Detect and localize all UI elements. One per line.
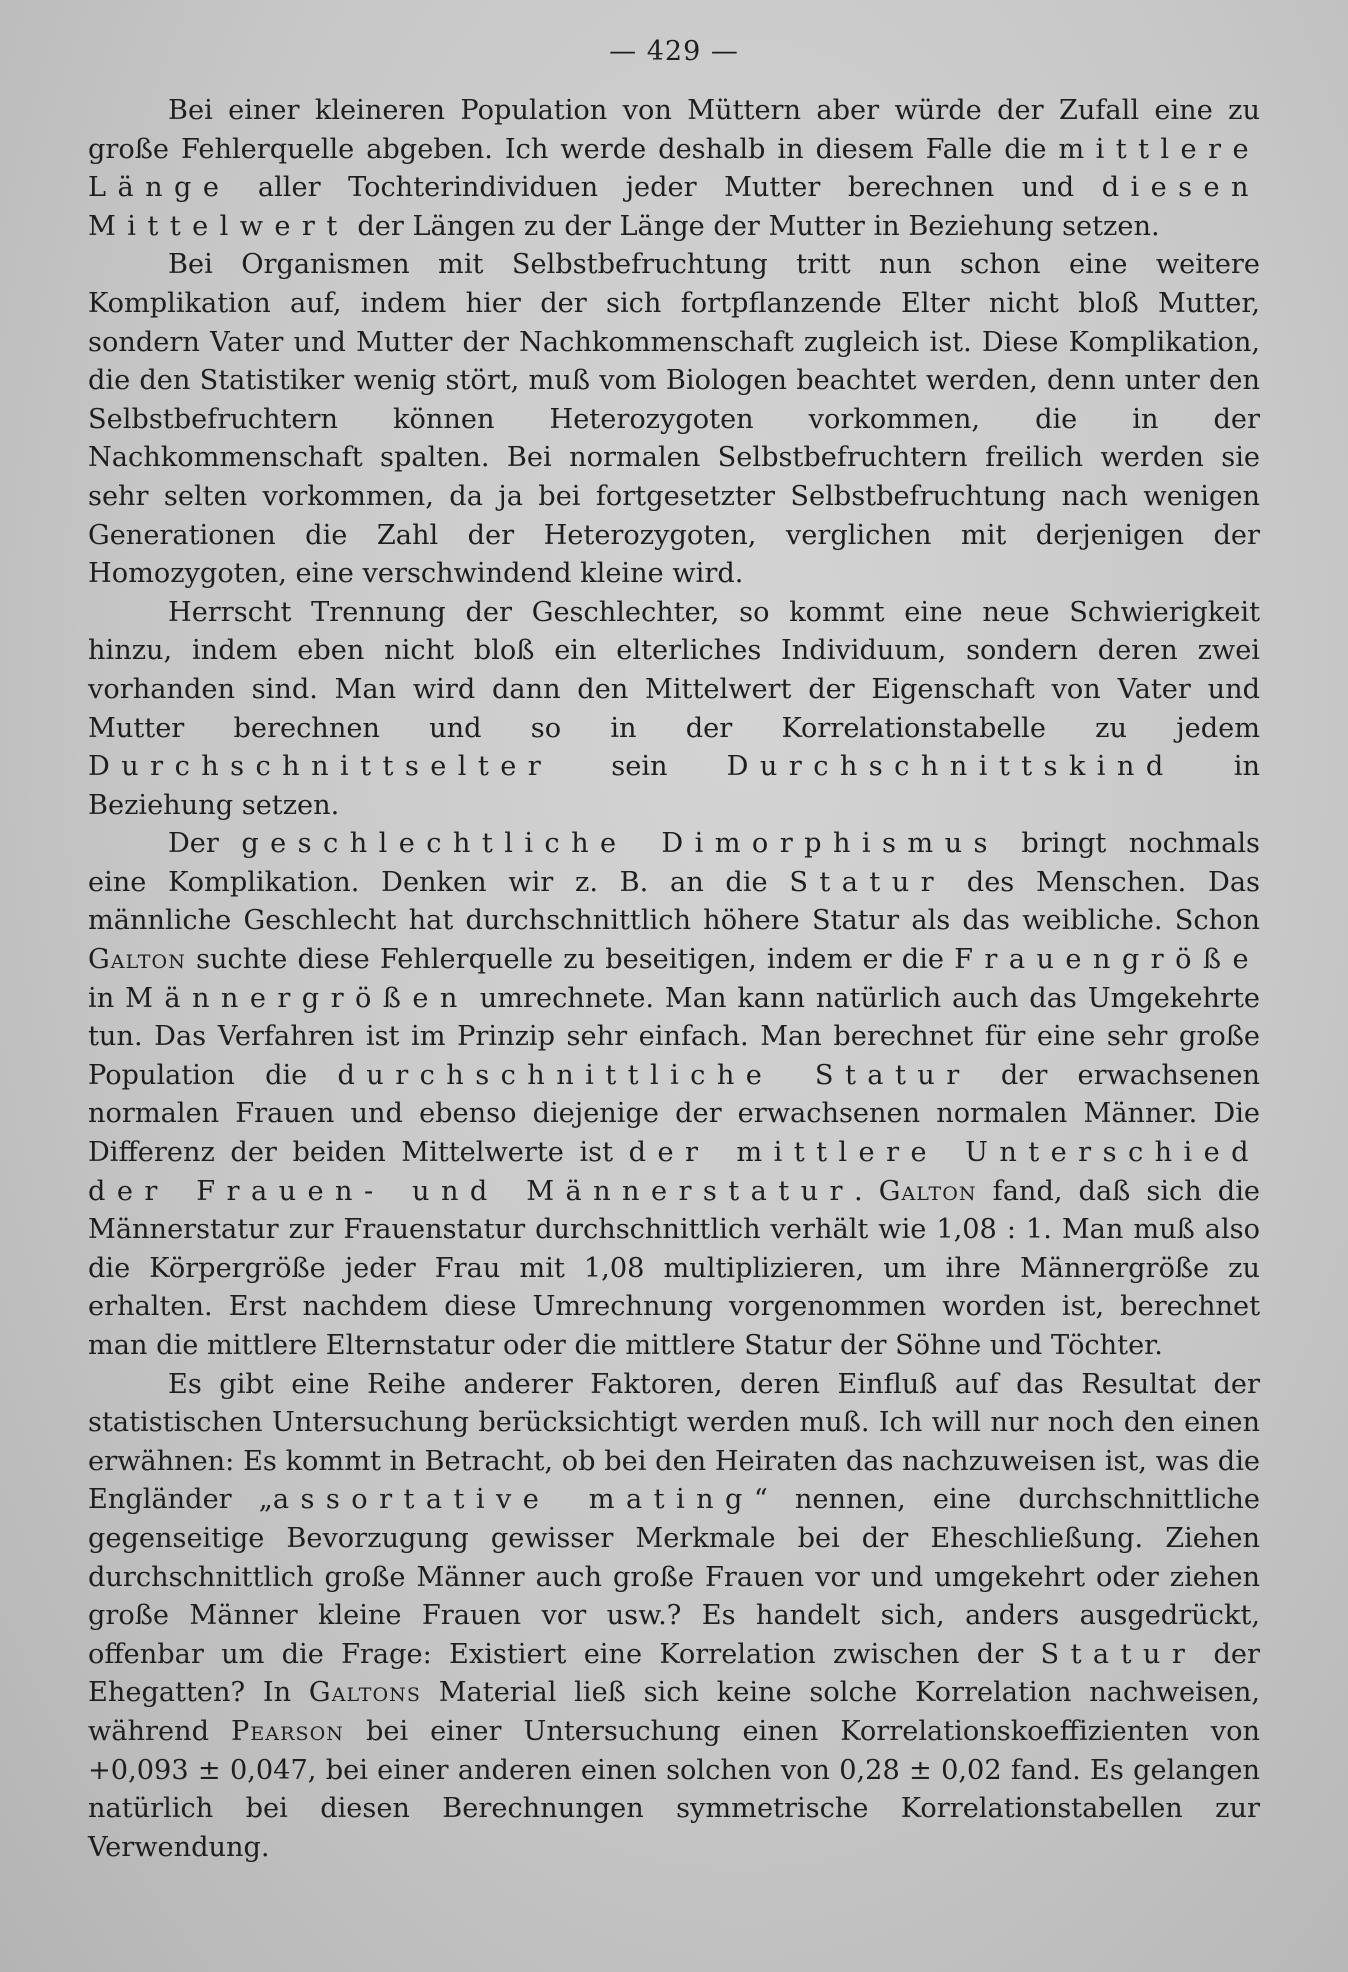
spaced-emphasis-text: Durchschnittskind bbox=[726, 751, 1175, 783]
paragraph bbox=[88, 1366, 1260, 1868]
text-run: “ nennen, eine durchschnittliche gegenseitige Bevorzugung gewisser Merkmale bei der Eheschließung. Ziehen durchschnittlich große Männer auch große Frauen vor und umgekehrt oder ziehen große Männer kleine Frauen vor usw.? Es handelt sich, anders ausgedrückt, offenbar um die Frage: Existiert eine Korrelation zwischen der bbox=[88, 1484, 1260, 1670]
body-text bbox=[88, 92, 1260, 1867]
paragraph bbox=[88, 246, 1260, 593]
spaced-emphasis-text: der mittlere Unterschied der Frauen- und Männerstatur bbox=[88, 1137, 1260, 1207]
spaced-emphasis-text: Statur bbox=[789, 866, 946, 898]
text-run: bringt nochmals eine Komplikation. Denken wir z. B. an die bbox=[88, 828, 1260, 898]
text-run: Bei Organismen mit Selbstbefruchtung tritt nun schon eine weitere Komplikation auf, indem hier der sich fortpflanzende Elter nicht bloß Mutter, sondern Vater und Mutter der Nachkommenschaft zugleich ist. Diese Komplikation, die den Statistiker wenig stört, muß vom Biologen beachtet werden, denn unter den Selbstbefruchtern können Heterozygoten vorkommen, die in der Nachkommenschaft spalten. Bei normalen Selbstbefruchtern freilich werden sie sehr selten vorkommen, da ja bei fortgesetzter Selbstbefruchtung nach wenigen Generationen die Zahl der Heterozygoten, verglichen mit derjenigen der Homozygoten, eine verschwindend kleine wird. bbox=[88, 249, 1260, 590]
spaced-emphasis-text: Frauengröße bbox=[954, 944, 1260, 976]
paragraph bbox=[88, 594, 1260, 826]
text-run: der Längen zu der Länge der Mutter in Beziehung setzen. bbox=[348, 210, 1160, 242]
text-run: suchte diese Fehlerquelle zu beseitigen, indem er die bbox=[185, 944, 955, 976]
text-run: Material ließ sich keine solche Korrelation nachweisen, während bbox=[88, 1677, 1260, 1747]
page-number: — 429 — bbox=[609, 36, 739, 67]
text-run: der erwachsenen normalen Frauen und ebenso diejenige der erwachsenen normalen Männer. Die Differenz der beiden Mittelwerte ist bbox=[88, 1059, 1260, 1169]
spaced-emphasis-text: Männergrößen bbox=[125, 982, 469, 1014]
spaced-emphasis-text: diesen Mittelwert bbox=[88, 172, 1260, 242]
text-run: in bbox=[88, 982, 126, 1014]
author-name: Galtons bbox=[308, 1677, 421, 1709]
text-run: des Menschen. Das männliche Geschlecht hat durchschnittlich höhere Statur als das weibliche. Schon bbox=[88, 866, 1260, 937]
spaced-emphasis-text: mittlere Länge bbox=[88, 133, 1260, 204]
spaced-emphasis-text: Statur bbox=[1040, 1638, 1197, 1670]
text-run: umrechnete. Man kann natürlich auch das Umgekehrte tun. Das Verfahren ist im Prinzip sehr einfach. Man berechnet für eine sehr große Population die bbox=[88, 982, 1260, 1091]
text-run: Der bbox=[168, 828, 242, 860]
author-name: Galton bbox=[88, 944, 186, 976]
text-run: fand, daß sich die Männerstatur zur Frauenstatur durchschnittlich verhält wie 1,08 : 1. Man muß also die Körpergröße jeder Frau mit 1,08 multiplizieren, um ihre Männergröße zu erhalten. Erst nachdem diese Umrechnung vorgenommen worden ist, berechnet man die mittlere Elternstatur oder die mittlere Statur der Söhne und Töchter. bbox=[88, 1175, 1260, 1361]
spaced-emphasis-text: assortative mating bbox=[272, 1484, 754, 1516]
text-run: Es gibt eine Reihe anderer Faktoren, deren Einfluß auf das Resultat der statistischen Untersuchung berücksichtigt werden muß. Ich will nur noch den einen erwähnen: Es kommt in Betracht, ob bei den Heiraten das nachzuweisen ist, was die Engländer „ bbox=[88, 1368, 1260, 1516]
text-run: der Ehegatten? In bbox=[88, 1638, 1261, 1709]
text-run: in Beziehung setzen. bbox=[88, 751, 1260, 821]
text-run: . bbox=[853, 1175, 879, 1207]
paragraph bbox=[88, 825, 1260, 1365]
author-name: Galton bbox=[878, 1175, 977, 1207]
text-run: Bei einer kleineren Population von Müttern aber würde der Zufall eine zu große Fehlerquelle abgeben. Ich werde deshalb in diesem Falle die bbox=[88, 95, 1260, 165]
text-run: aller Tochterindividuen jeder Mutter berechnen und bbox=[230, 172, 1102, 204]
spaced-emphasis-text: geschlechtliche Dimorphismus bbox=[241, 828, 999, 860]
text-run: bei einer Untersuchung einen Korrelationskoeffizienten von +0,093 ± 0,047, bei einer anderen einen solchen von 0,28 ± 0,02 fand. Es gelangen natürlich bei diesen Berechnungen symmetrische Korrelationstabellen zur Verwendung. bbox=[88, 1715, 1260, 1863]
text-run: sein bbox=[552, 751, 727, 783]
spaced-emphasis-text: Durchschnittselter bbox=[88, 751, 553, 783]
spaced-emphasis-text: durchschnittliche Statur bbox=[337, 1059, 971, 1091]
paragraph bbox=[88, 92, 1260, 246]
author-name: Pearson bbox=[230, 1715, 344, 1747]
text-run: Herrscht Trennung der Geschlechter, so kommt eine neue Schwierigkeit hinzu, indem eben nicht bloß ein elterliches Individuum, sondern deren zwei vorhanden sind. Man wird dann den Mittelwert der Eigenschaft von Vater und Mutter berechnen und so in der Korrelationstabelle zu jedem bbox=[88, 596, 1260, 744]
